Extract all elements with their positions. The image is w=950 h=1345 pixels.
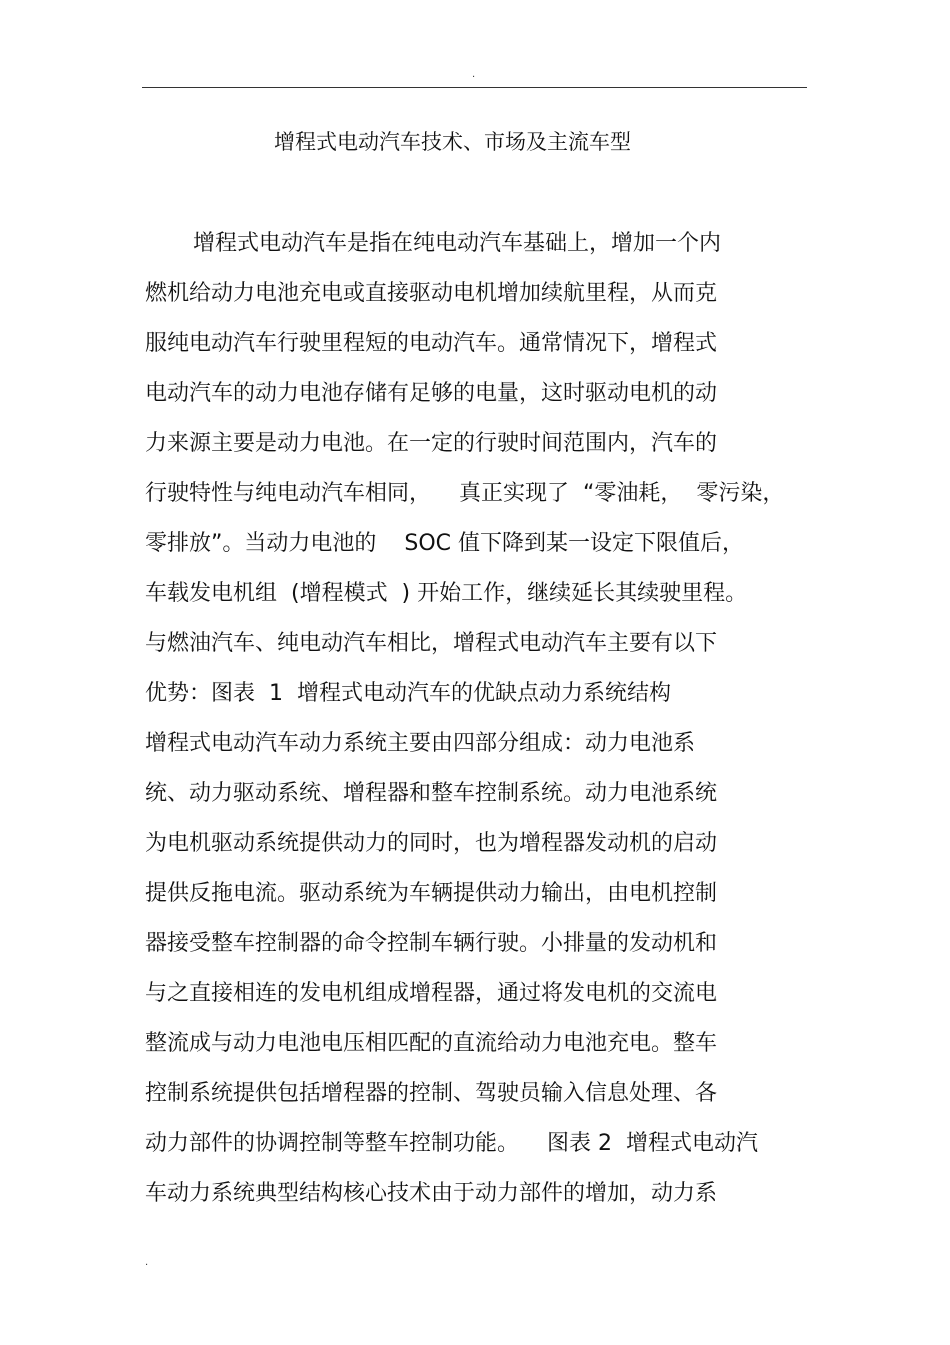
document-title: 增程式电动汽车技术、市场及主流车型 (274, 130, 631, 154)
body-line: 力来源主要是动力电池。在一定的行驶时间范围内，汽车的 (145, 431, 718, 456)
header-rule (142, 87, 807, 88)
body-text (145, 229, 825, 1229)
footer-dot: . (145, 1257, 149, 1268)
body-line: 控制系统提供包括增程器的控制、驾驶员输入信息处理、各 (145, 1081, 718, 1106)
body-line: 行驶特性与纯电动汽车相同， 真正实现了 “零油耗， 零污染， (145, 481, 785, 506)
body-line: 动力部件的协调控制等整车控制功能。 图表 2 增程式电动汽 (145, 1131, 758, 1156)
body-line: 零排放”。当动力电池的 SOC 值下降到某一设定下限值后， (145, 531, 745, 556)
body-line: 增程式电动汽车动力系统主要由四部分组成：动力电池系 (145, 731, 696, 756)
body-line: 车动力系统典型结构核心技术由于动力部件的增加，动力系 (145, 1181, 718, 1206)
body-line: 与燃油汽车、纯电动汽车相比，增程式电动汽车主要有以下 (145, 631, 718, 656)
body-line: 为电机驱动系统提供动力的同时，也为增程器发动机的启动 (145, 831, 718, 856)
body-line: 与之直接相连的发电机组成增程器，通过将发电机的交流电 (145, 981, 718, 1006)
body-line: 燃机给动力电池充电或直接驱动电机增加续航里程，从而克 (145, 281, 718, 306)
body-line: 增程式电动汽车是指在纯电动汽车基础上，增加一个内 (193, 231, 722, 256)
header-dot: . (472, 69, 476, 80)
body-line: 整流成与动力电池电压相匹配的直流给动力电池充电。整车 (145, 1031, 718, 1056)
body-line: 提供反拖电流。驱动系统为车辆提供动力输出，由电机控制 (145, 881, 718, 906)
body-line: 统、动力驱动系统、增程器和整车控制系统。动力电池系统 (145, 781, 718, 806)
body-line: 器接受整车控制器的命令控制车辆行驶。小排量的发动机和 (145, 931, 718, 956)
body-line: 服纯电动汽车行驶里程短的电动汽车。通常情况下，增程式 (145, 331, 718, 356)
body-line: 优势：图表 1 增程式电动汽车的优缺点动力系统结构 (145, 681, 671, 706)
body-line: 车载发电机组 (增程模式 ) 开始工作，继续延长其续驶里程。 (145, 581, 748, 606)
body-line: 电动汽车的动力电池存储有足够的电量，这时驱动电机的动 (145, 381, 718, 406)
